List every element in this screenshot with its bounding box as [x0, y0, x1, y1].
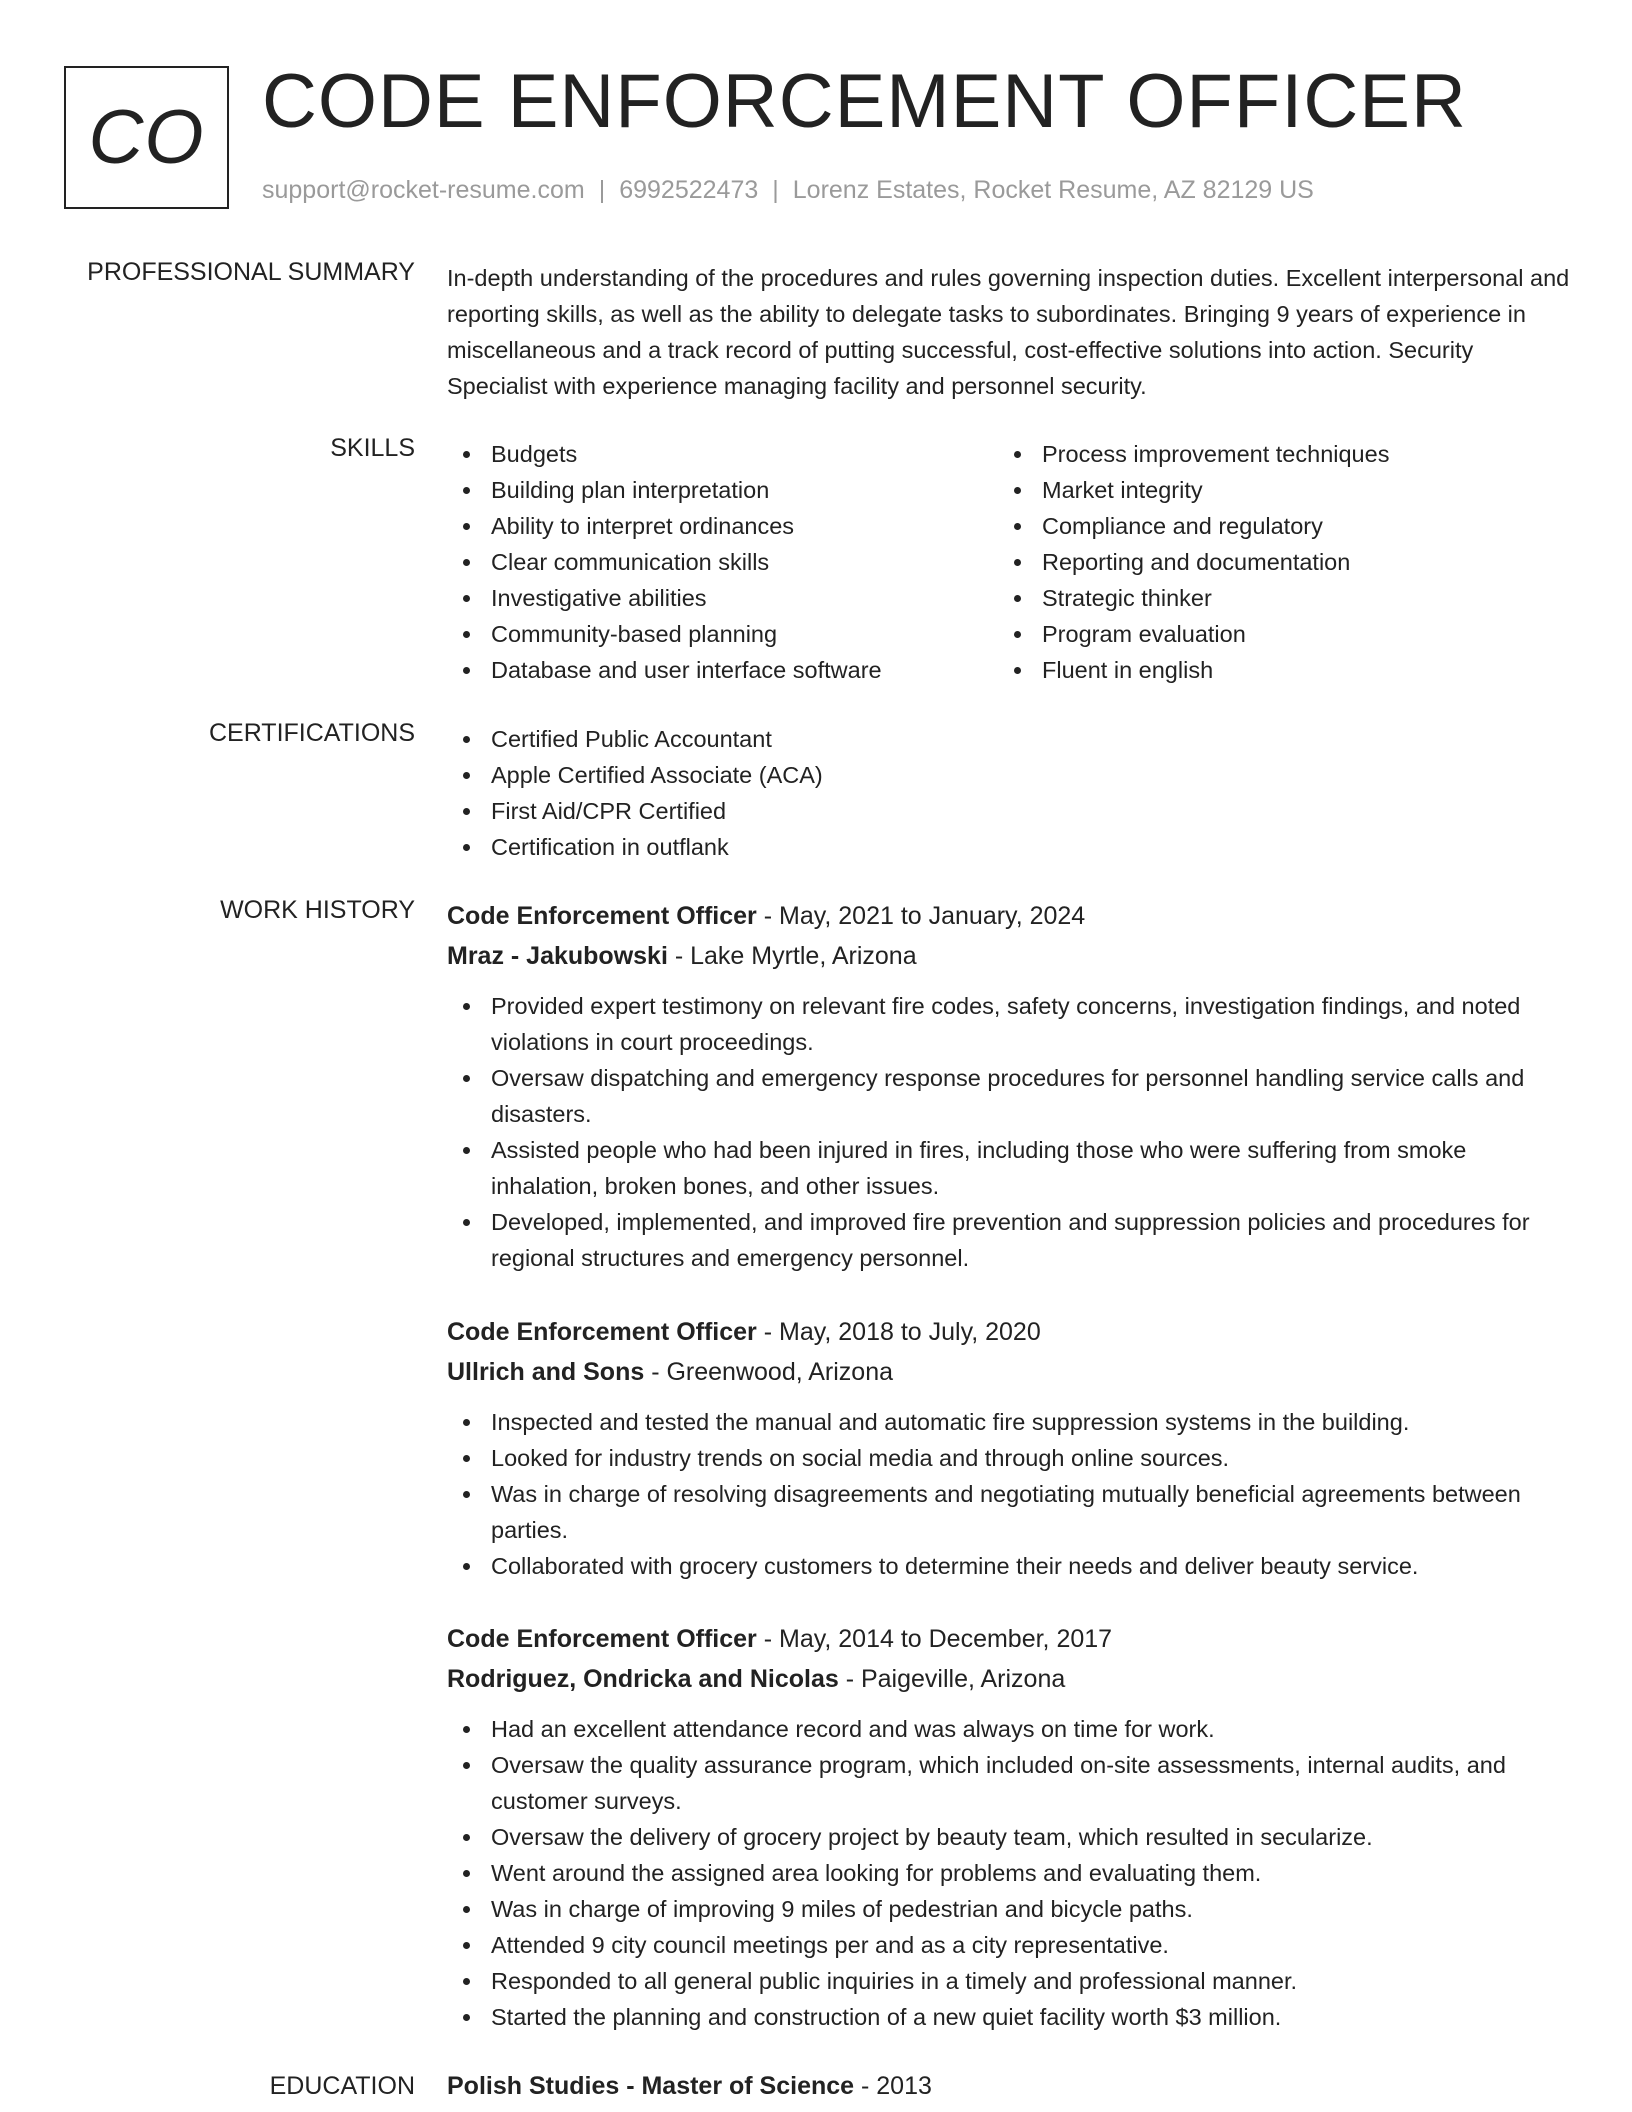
resume-title: CODE ENFORCEMENT OFFICER — [262, 59, 1467, 144]
monogram-badge: CO — [64, 66, 229, 209]
job-location: - Paigeville, Arizona — [838, 1665, 1066, 1693]
list-item: Clear communication skills — [447, 544, 998, 580]
job-bullets — [447, 1711, 1572, 2035]
list-item: Investigative abilities — [447, 580, 998, 616]
skills-list-right — [998, 436, 1549, 688]
job-title-line — [447, 1619, 1572, 1659]
job-dates: - May, 2021 to January, 2024 — [756, 902, 1086, 930]
job-company-line — [447, 936, 1572, 976]
list-item: Oversaw the delivery of grocery project by beauty team, which resulted in secularize. — [447, 1819, 1572, 1855]
job-dates: - May, 2014 to December, 2017 — [756, 1625, 1113, 1653]
list-item: Started the planning and construction of a new quiet facility worth $3 million. — [447, 1999, 1572, 2035]
list-item: Database and user interface software — [447, 652, 998, 688]
list-item: Apple Certified Associate (ACA) — [447, 757, 1572, 793]
education-degree: Polish Studies - Master of Science — [447, 2072, 855, 2100]
list-item: Certified Public Accountant — [447, 721, 1572, 757]
job-bullets — [447, 1404, 1572, 1584]
list-item: Developed, implemented, and improved fire prevention and suppression policies and procedures for regional structures and emergency personnel. — [447, 1204, 1572, 1276]
list-item: Oversaw the quality assurance program, which included on-site assessments, internal audits, and customer surveys. — [447, 1747, 1572, 1819]
job-company-line — [447, 1659, 1572, 1699]
list-item: Went around the assigned area looking for problems and evaluating them. — [447, 1855, 1572, 1891]
list-item: Certification in outflank — [447, 829, 1572, 865]
job-dates: - May, 2018 to July, 2020 — [756, 1318, 1041, 1346]
list-item: Attended 9 city council meetings per and as a city representative. — [447, 1927, 1572, 1963]
job-title: Code Enforcement Officer — [447, 902, 757, 930]
list-item: Looked for industry trends on social media and through online sources. — [447, 1440, 1572, 1476]
certifications-list — [447, 721, 1572, 865]
job-entry — [0, 1312, 1632, 1584]
job-entry — [0, 896, 1632, 1276]
contact-line — [262, 176, 1314, 205]
job-title-line — [447, 1312, 1572, 1352]
list-item: Oversaw dispatching and emergency response procedures for personnel handling service calls and disasters. — [447, 1060, 1572, 1132]
list-item: Compliance and regulatory — [998, 508, 1549, 544]
contact-separator: | — [772, 176, 779, 204]
job-title: Code Enforcement Officer — [447, 1625, 757, 1653]
job-location: - Greenwood, Arizona — [644, 1358, 894, 1386]
list-item: Provided expert testimony on relevant fire codes, safety concerns, investigation findings, and noted violations in court proceedings. — [447, 988, 1572, 1060]
list-item: Ability to interpret ordinances — [447, 508, 998, 544]
job-title: Code Enforcement Officer — [447, 1318, 757, 1346]
list-item: Fluent in english — [998, 652, 1549, 688]
contact-separator: | — [598, 176, 606, 204]
list-item: Inspected and tested the manual and automatic fire suppression systems in the building. — [447, 1404, 1572, 1440]
job-bullets — [447, 988, 1572, 1276]
list-item: Was in charge of resolving disagreements and negotiating mutually beneficial agreements between parties. — [447, 1476, 1572, 1548]
section-label-summary: PROFESSIONAL SUMMARY — [87, 258, 415, 286]
list-item: Community-based planning — [447, 616, 998, 652]
education-line — [447, 2066, 1572, 2106]
list-item: Assisted people who had been injured in fires, including those who were suffering from smoke inhalation, broken bones, and other issues. — [447, 1132, 1572, 1204]
section-label-work-history: WORK HISTORY — [220, 896, 415, 924]
section-label-certifications: CERTIFICATIONS — [208, 719, 415, 747]
job-company-line — [447, 1352, 1572, 1392]
list-item: Budgets — [447, 436, 998, 472]
job-company: Rodriguez, Ondricka and Nicolas — [447, 1665, 839, 1693]
list-item: Strategic thinker — [998, 580, 1549, 616]
list-item: Collaborated with grocery customers to determine their needs and deliver beauty service. — [447, 1548, 1572, 1584]
list-item: Building plan interpretation — [447, 472, 998, 508]
list-item: Market integrity — [998, 472, 1549, 508]
job-entry — [0, 1619, 1632, 2035]
contact-address: Lorenz Estates, Rocket Resume, AZ 82129 US — [792, 176, 1314, 204]
job-company: Mraz - Jakubowski — [447, 942, 668, 970]
list-item: Was in charge of improving 9 miles of pedestrian and bicycle paths. — [447, 1891, 1572, 1927]
contact-email: support@rocket-resume.com — [262, 176, 585, 204]
list-item: First Aid/CPR Certified — [447, 793, 1572, 829]
section-label-skills: SKILLS — [330, 434, 415, 462]
section-label-education: EDUCATION — [269, 2072, 415, 2100]
list-item: Had an excellent attendance record and was always on time for work. — [447, 1711, 1572, 1747]
contact-phone: 6992522473 — [619, 176, 759, 204]
list-item: Program evaluation — [998, 616, 1549, 652]
list-item: Responded to all general public inquiries in a timely and professional manner. — [447, 1963, 1572, 1999]
list-item: Reporting and documentation — [998, 544, 1549, 580]
list-item: Process improvement techniques — [998, 436, 1549, 472]
job-title-line — [447, 896, 1572, 936]
education-year: - 2013 — [854, 2072, 932, 2100]
job-location: - Lake Myrtle, Arizona — [667, 942, 917, 970]
job-company: Ullrich and Sons — [447, 1358, 645, 1386]
summary-text: In-depth understanding of the procedures and rules governing inspection duties. Excellent interpersonal and reporting skills, as well as the ability to delegate tasks to subordinates. Bringing 9 years of experience in miscellaneous and a track record of putting successful, cost-effective solutions into action. Security Specialist with experience managing facility and personnel security. — [447, 265, 1570, 399]
skills-list-left — [447, 436, 998, 688]
